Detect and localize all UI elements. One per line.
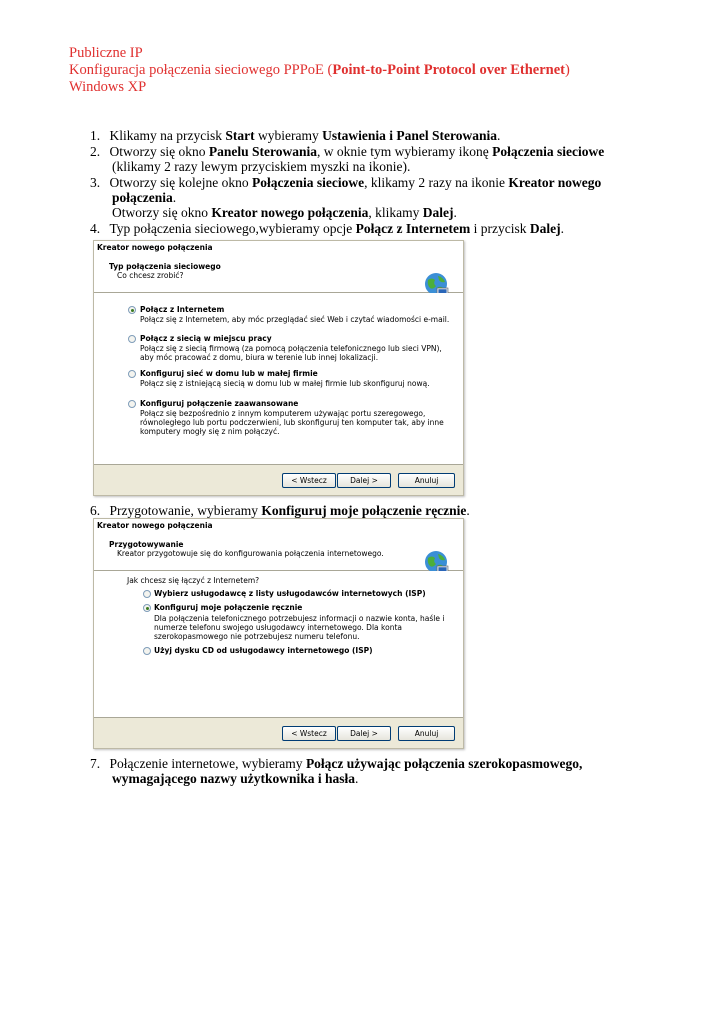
radio-isp-cd[interactable]: [143, 647, 151, 655]
dialog-question: Jak chcesz się łączyć z Internetem?: [127, 576, 260, 585]
step-text: Otworzy się okno: [109, 144, 209, 159]
step-bold: połączenia: [112, 190, 173, 205]
radio-connect-workplace[interactable]: [128, 335, 136, 343]
step-bold: Połącz używając połączenia szerokopasmowego,: [305, 756, 583, 771]
step-text: Typ połączenia sieciowego,wybieramy opcje: [109, 221, 356, 236]
step-3-line-3: [112, 205, 457, 221]
dialog-subheading: Co chcesz zrobić?: [117, 271, 184, 280]
option-description: [140, 379, 430, 388]
step-3: [90, 175, 601, 191]
description-line: równoległego lub portu podczerwieni, lub skonfiguruj ten komputer tak, aby inne: [140, 418, 444, 427]
option-description: [140, 409, 444, 436]
dialog-heading: Przygotowywanie: [109, 540, 184, 549]
step-bold: Dalej: [529, 221, 561, 236]
step-bold: Panelu Sterowania: [208, 144, 317, 159]
description-line: Połącz się bezpośrednio z innym komputerem używając portu szeregowego,: [140, 409, 426, 418]
step-bold: Start: [225, 128, 255, 143]
dialog-content: [94, 571, 463, 718]
step-bold: Kreator nowego połączenia: [211, 205, 369, 220]
step-bold: Ustawienia i Panel Sterowania: [322, 128, 497, 143]
back-button[interactable]: < Wstecz: [282, 726, 336, 741]
radio-home-network[interactable]: [128, 370, 136, 378]
step-6: [90, 503, 470, 519]
step-bold: Kreator nowego: [508, 175, 602, 190]
step-number: 6.: [90, 503, 101, 518]
option-label[interactable]: Konfiguruj moje połączenie ręcznie: [154, 603, 303, 612]
step-text: Otworzy się okno: [112, 205, 212, 220]
description-line: komputery mogły się z nim połączyć.: [140, 427, 280, 436]
header-line-2: [69, 62, 570, 79]
step-text: Połączenie internetowe, wybieramy: [109, 756, 306, 771]
radio-choose-isp[interactable]: [143, 590, 151, 598]
step-text: i przycisk: [470, 221, 530, 236]
description-line: aby móc pracować z domu, biura w terenie lub innej lokalizacji.: [140, 353, 379, 362]
header-line-2-bold: Point-to-Point Protocol over Ethernet: [332, 62, 565, 78]
step-text: .: [560, 221, 565, 236]
step-2-line-2: (klikamy 2 razy lewym przyciskiem myszki na ikonie).: [112, 159, 411, 174]
dialog-header-band: [94, 254, 463, 293]
option-label[interactable]: Połącz z siecią w miejscu pracy: [140, 334, 272, 343]
back-button[interactable]: < Wstecz: [282, 473, 336, 488]
step-bold: Połączenia sieciowe: [492, 144, 605, 159]
option-label[interactable]: Użyj dysku CD od usługodawcy internetowego (ISP): [154, 646, 373, 655]
step-text: .: [453, 205, 457, 220]
step-1: [90, 128, 500, 144]
option-label[interactable]: Wybierz usługodawcę z listy usługodawców internetowych (ISP): [154, 589, 426, 598]
step-7: [90, 756, 582, 772]
step-text: , klikamy: [368, 205, 423, 220]
dialog-content: [94, 293, 463, 465]
description-line: numerze telefonu swojego usługodawcy internetowego. Dla konta: [154, 623, 402, 632]
radio-connect-internet[interactable]: [128, 306, 136, 314]
dialog-titlebar: [94, 241, 463, 255]
radio-advanced[interactable]: [128, 400, 136, 408]
header-line-3: Windows XP: [69, 79, 147, 95]
step-text: .: [172, 190, 177, 205]
step-4: [90, 221, 564, 237]
step-text: .: [466, 503, 470, 518]
option-label[interactable]: Połącz z Internetem: [140, 305, 225, 314]
step-text: , klikamy 2 razy na ikonie: [364, 175, 509, 190]
option-label[interactable]: Konfiguruj sieć w domu lub w małej firmie: [140, 369, 318, 378]
dialog-separator: [94, 717, 463, 718]
description-line: Dla połączenia telefonicznego potrzebujesz informacji o nazwie konta, haśle i: [154, 614, 445, 623]
description-line: szerokopasmowego nie potrzebujesz numeru telefonu.: [154, 632, 360, 641]
step-text: Klikamy na przycisk: [109, 128, 226, 143]
next-button[interactable]: Dalej >: [337, 726, 391, 741]
step-bold: Połączenia sieciowe: [251, 175, 365, 190]
step-text: , w oknie tym wybieramy ikonę: [317, 144, 493, 159]
step-bold: Konfiguruj moje połączenie ręcznie: [261, 503, 467, 518]
cancel-button[interactable]: Anuluj: [398, 726, 455, 741]
wizard-dialog-preparing: [93, 518, 464, 749]
option-description: [154, 614, 444, 641]
description-line: Połącz się z istniejącą siecią w domu lub w małej firmie lub skonfiguruj nową.: [140, 379, 430, 388]
step-number: 3.: [90, 175, 101, 190]
option-description: [140, 344, 442, 362]
description-line: Połącz się z Internetem, aby móc przeglądać sieć Web i czytać wiadomości e-mail.: [140, 315, 450, 324]
document-header: [69, 45, 570, 96]
header-line-1: Publiczne IP: [69, 45, 143, 61]
cancel-button[interactable]: Anuluj: [398, 473, 455, 488]
description-line: Połącz się z siecią firmową (za pomocą połączenia telefonicznego lub sieci VPN),: [140, 344, 442, 353]
dialog-titlebar: [94, 519, 463, 533]
step-text: Przygotowanie, wybieramy: [109, 503, 262, 518]
step-number: 4.: [90, 221, 101, 236]
dialog-header-band: [94, 532, 463, 571]
radio-manual-setup[interactable]: [143, 604, 151, 612]
next-button[interactable]: Dalej >: [337, 473, 391, 488]
dialog-title: Kreator nowego połączenia: [97, 243, 213, 252]
option-label[interactable]: Konfiguruj połączenie zaawansowane: [140, 399, 299, 408]
step-bold: Połącz z Internetem: [355, 221, 471, 236]
dialog-separator: [94, 464, 463, 465]
option-description: [140, 315, 449, 324]
step-number: 7.: [90, 756, 101, 771]
step-text: .: [355, 771, 359, 786]
dialog-subheading: Kreator przygotowuje się do konfigurowania połączenia internetowego.: [117, 549, 384, 558]
header-line-2-end: ): [564, 62, 570, 78]
dialog-title: Kreator nowego połączenia: [97, 521, 213, 530]
step-7-line-2: [112, 771, 358, 787]
step-number: 2.: [90, 144, 101, 159]
step-3-line-2: [112, 190, 176, 206]
step-text: wybieramy: [254, 128, 323, 143]
step-text: Otworzy się kolejne okno: [109, 175, 252, 190]
step-2: [90, 144, 604, 160]
step-bold: wymagającego nazwy użytkownika i hasła: [112, 771, 356, 786]
step-bold: Dalej: [422, 205, 454, 220]
wizard-dialog-connection-type: [93, 240, 464, 496]
step-number: 1.: [90, 128, 101, 143]
header-line-2-text: Konfiguracja połączenia sieciowego PPPoE (: [69, 62, 333, 78]
step-text: .: [496, 128, 501, 143]
dialog-heading: Typ połączenia sieciowego: [109, 262, 221, 271]
